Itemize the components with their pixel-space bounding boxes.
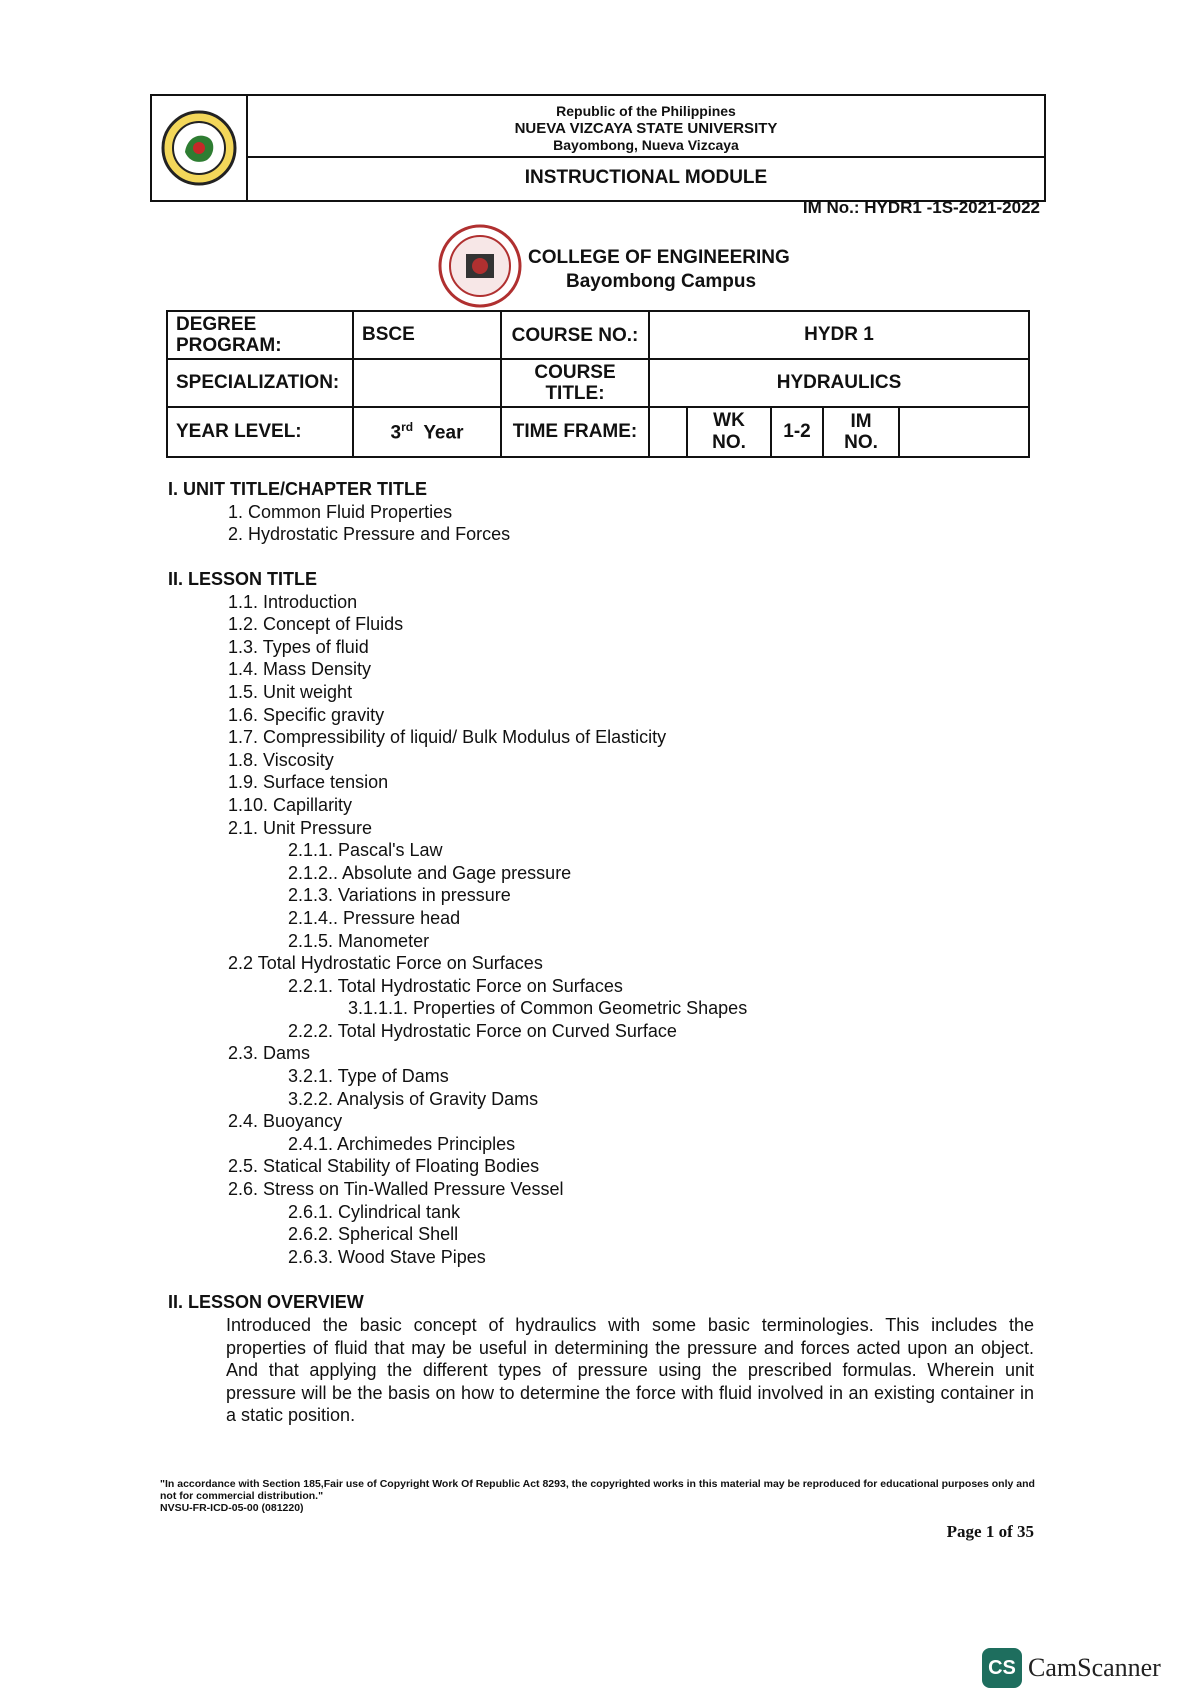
degree-label: DEGREE PROGRAM: <box>167 311 353 359</box>
university-location: Bayombong, Nueva Vizcaya <box>553 137 739 153</box>
list-item: 2.2.1. Total Hydrostatic Force on Surfaces <box>288 975 623 996</box>
course-no-value: HYDR 1 <box>649 311 1029 359</box>
list-item: 1.10. Capillarity <box>228 794 353 815</box>
specialization-label: SPECIALIZATION: <box>167 359 353 407</box>
list-item: 1.8. Viscosity <box>228 749 334 770</box>
college-campus: Bayombong Campus <box>566 271 757 292</box>
course-title-value: HYDRAULICS <box>649 359 1029 407</box>
im-no-label: IM NO. <box>823 407 899 457</box>
list-item: 1.5. Unit weight <box>228 681 353 702</box>
time-frame-value <box>649 407 687 457</box>
list-item: 1.3. Types of fluid <box>228 636 369 657</box>
college-seal-icon <box>436 222 524 310</box>
copyright-note: "In accordance with Section 185,Fair use of Copyright Work Of Republic Act 8293, the copyrighted works in this material may be reproduced for educational purposes only and not for commercial distribution." <box>160 1478 1035 1502</box>
list-item: 2.6.2. Spherical Shell <box>288 1224 459 1245</box>
list-item: 1.6. Specific gravity <box>228 704 385 725</box>
list-item: 2.2 Total Hydrostatic Force on Surfaces <box>228 953 543 974</box>
year-level-label: YEAR LEVEL: <box>167 407 353 457</box>
list-item: 2.6.3. Wood Stave Pipes <box>288 1246 486 1267</box>
wk-no-label: WK NO. <box>687 407 771 457</box>
lesson-overview-section <box>168 1291 1038 1314</box>
college-name: COLLEGE OF ENGINEERING <box>528 247 790 268</box>
list-item: 1. Common Fluid Properties <box>228 501 453 522</box>
list-item: 3.1.1.1. Properties of Common Geometric Shapes <box>348 998 748 1019</box>
page-number: Page 1 of 35 <box>946 1522 1034 1541</box>
time-frame-label: TIME FRAME: <box>501 407 649 457</box>
list-item: 1.7. Compressibility of liquid/ Bulk Modulus of Elasticity <box>228 727 667 748</box>
list-item: 1.1. Introduction <box>228 591 358 612</box>
footer-note <box>160 1478 1040 1514</box>
unit-title-section <box>168 478 1038 546</box>
list-item: 1.4. Mass Density <box>228 659 372 680</box>
im-number: IM No.: HYDR1 -1S-2021-2022 <box>802 198 1040 217</box>
lesson-overview-text: Introduced the basic concept of hydraulics with some basic terminologies. This includes the properties of fluid that may be useful in determining the pressure and forces acted upon an object. And that applying the different types of pressure using the prescribed formulas. Wherein unit pressure will be the basis on how to determine the force with fluid involved in an existing container in a static position. <box>226 1315 1034 1426</box>
list-item: 2.5. Statical Stability of Floating Bodies <box>228 1156 540 1177</box>
list-item: 2.1.3. Variations in pressure <box>288 885 511 906</box>
republic-text: Republic of the Philippines <box>556 103 736 119</box>
university-name: NUEVA VIZCAYA STATE UNIVERSITY <box>514 120 778 137</box>
list-item: 2.1.4.. Pressure head <box>288 907 461 928</box>
course-info-table <box>166 310 1030 458</box>
list-item: 2.6. Stress on Tin-Walled Pressure Vessel <box>228 1179 564 1200</box>
list-item: 2.1.1. Pascal's Law <box>288 840 443 861</box>
module-title: INSTRUCTIONAL MODULE <box>524 167 768 188</box>
course-title-label: COURSE TITLE: <box>501 359 649 407</box>
unit-title-heading: I. UNIT TITLE/CHAPTER TITLE <box>168 479 427 499</box>
course-no-label: COURSE NO.: <box>501 311 649 359</box>
form-code: NVSU-FR-ICD-05-00 (081220) <box>160 1502 304 1514</box>
lesson-title-section <box>168 568 1038 1268</box>
list-item: 2.1.2.. Absolute and Gage pressure <box>288 862 572 883</box>
camscanner-badge <box>982 1648 1161 1688</box>
year-suffix: rd <box>401 419 414 434</box>
list-item: 3.2.2. Analysis of Gravity Dams <box>288 1088 539 1109</box>
list-item: 2.4.1. Archimedes Principles <box>288 1133 516 1154</box>
table-row <box>167 311 1029 359</box>
college-heading <box>528 246 790 294</box>
degree-value: BSCE <box>353 311 501 359</box>
unit-title-list <box>168 501 1038 546</box>
list-item: 1.9. Surface tension <box>228 772 389 793</box>
specialization-value <box>353 359 501 407</box>
year-word: Year <box>423 422 464 444</box>
list-item: 1.2. Concept of Fluids <box>228 614 404 635</box>
list-item: 2.3. Dams <box>228 1043 311 1064</box>
logo-cell <box>152 96 248 200</box>
table-row <box>167 407 1029 457</box>
camscanner-logo-icon: CS <box>982 1648 1022 1688</box>
list-item: 2.4. Buoyancy <box>228 1111 343 1132</box>
im-no-value <box>899 407 1029 457</box>
university-seal-icon <box>159 108 239 188</box>
lesson-title-heading: II. LESSON TITLE <box>168 569 318 589</box>
lesson-title-list <box>168 591 1038 1269</box>
header-box <box>150 94 1046 202</box>
wk-no-value: 1-2 <box>771 407 823 457</box>
list-item: 2.1. Unit Pressure <box>228 817 373 838</box>
lesson-overview-heading: II. LESSON OVERVIEW <box>168 1292 364 1312</box>
header-university-block <box>248 96 1044 158</box>
list-item: 2.6.1. Cylindrical tank <box>288 1201 461 1222</box>
list-item: 2.2.2. Total Hydrostatic Force on Curved Surface <box>288 1020 677 1041</box>
list-item: 2. Hydrostatic Pressure and Forces <box>228 524 511 545</box>
list-item: 2.1.5. Manometer <box>288 930 430 951</box>
year-level-value <box>353 407 501 457</box>
year-number: 3 <box>390 422 402 444</box>
table-row <box>167 359 1029 407</box>
camscanner-name: CamScanner <box>1028 1653 1161 1682</box>
list-item: 3.2.1. Type of Dams <box>288 1066 449 1087</box>
